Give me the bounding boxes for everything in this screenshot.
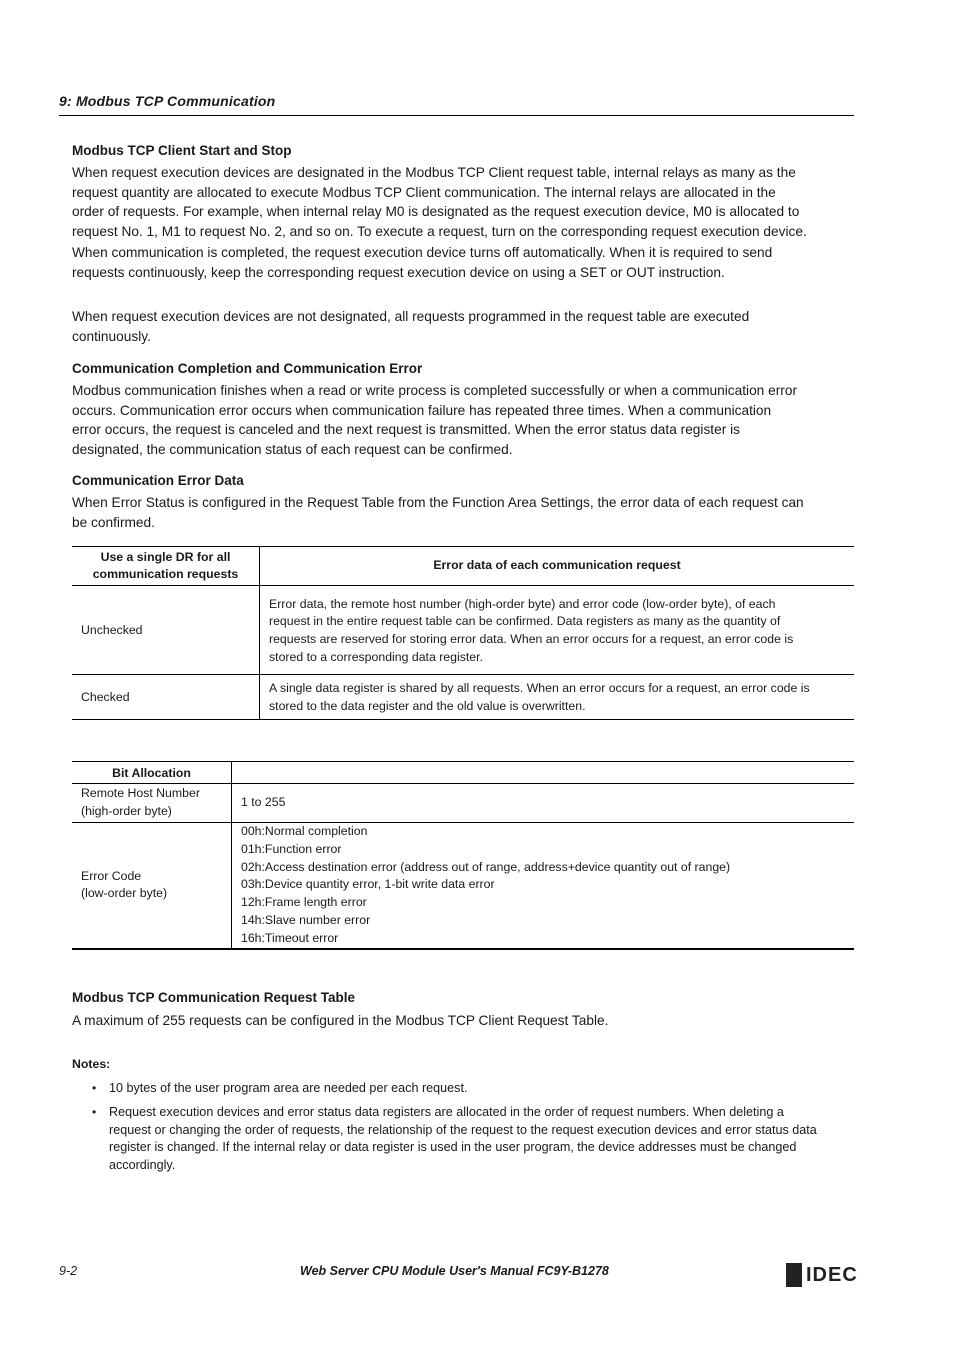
column-header-single-dr: Use a single DR for all communication requests <box>72 547 260 586</box>
table-header-row <box>72 547 854 586</box>
heading-completion: Communication Completion and Communication Error <box>72 361 423 376</box>
page-number: 9-2 <box>59 1264 78 1278</box>
header-divider <box>59 115 854 116</box>
error-code-item: 00h:Normal completion <box>241 824 368 839</box>
setting-cell: Unchecked <box>72 586 260 675</box>
table-row <box>72 586 854 675</box>
paragraph-request-table: A maximum of 255 requests can be configured in the Modbus TCP Client Request Table. <box>72 1013 609 1028</box>
error-data-table <box>72 546 854 720</box>
bullet-icon: • <box>92 1081 97 1095</box>
table-row <box>72 823 854 949</box>
paragraph-completion: Modbus communication finishes when a read or write process is completed successfully or when a communication error occurs. Communication error occurs when communication failure has repeated three times. When a communication error occurs, the request is canceled and the next request is transmitted. When the error status data register is designated, the communication status of each request can be confirmed. <box>72 383 797 457</box>
notes-title: Notes: <box>72 1057 111 1071</box>
bit-allocation-table <box>72 761 854 950</box>
error-code-label: Error Code (low-order byte) <box>72 823 232 949</box>
manual-title: Web Server CPU Module User's Manual FC9Y-B1278 <box>300 1264 609 1278</box>
setting-cell: Checked <box>72 675 260 720</box>
remote-host-label: Remote Host Number (high-order byte) <box>72 784 232 823</box>
idec-logo <box>786 1263 858 1287</box>
error-code-item: 03h:Device quantity error, 1-bit write data error <box>241 877 495 892</box>
paragraph-start-stop-2: When communication is completed, the request execution device turns off automatically. When it is required to send requests continuously, keep the corresponding request execution device on using a SET or OUT instruction. <box>72 245 773 280</box>
error-code-item: 01h:Function error <box>241 841 342 856</box>
note-item: 10 bytes of the user program area are needed per each request. <box>109 1081 468 1095</box>
column-header-error-data: Error data of each communication request <box>260 547 855 586</box>
table-row <box>72 784 854 823</box>
paragraph-start-stop-1: When request execution devices are designated in the Modbus TCP Client request table, internal relays as many as the request quantity are allocated to execute Modbus TCP Client communication. The internal relays are allocated in the order of requests. For example, when internal relay M0 is designated as the request execution device, M0 is allocated to request No. 1, M1 to request No. 2, and so on. To execute a request, turn on the corresponding request execution device. <box>72 165 807 239</box>
description-cell: A single data register is shared by all requests. When an error occurs for a request, an error code is stored to the data register and the old value is overwritten. <box>260 675 855 720</box>
note-item: Request execution devices and error status data registers are allocated in the order of request numbers. When deleting a request or changing the order of requests, the relationship of the request to the request execution devices and error status data register is changed. If the internal relay or data register is used in the user program, the device addresses must be changed accordingly. <box>109 1105 817 1173</box>
error-code-list <box>232 823 855 949</box>
error-code-item: 02h:Access destination error (address out of range, address+device quantity out of range) <box>241 859 731 874</box>
paragraph-error-data: When Error Status is configured in the Request Table from the Function Area Settings, the error data of each request can be confirmed. <box>72 495 804 530</box>
logo-text: IDEC <box>806 1264 858 1286</box>
heading-request-table: Modbus TCP Communication Request Table <box>72 990 356 1005</box>
error-code-item: 16h:Timeout error <box>241 930 339 945</box>
error-code-item: 12h:Frame length error <box>241 895 367 910</box>
heading-error-data: Communication Error Data <box>72 473 244 488</box>
heading-start-stop: Modbus TCP Client Start and Stop <box>72 143 292 158</box>
error-code-item: 14h:Slave number error <box>241 912 371 927</box>
table-row <box>72 675 854 720</box>
paragraph-start-stop-3: When request execution devices are not designated, all requests programmed in the request table are executed continuously. <box>72 309 750 344</box>
column-header-bit-allocation: Bit Allocation <box>72 762 232 784</box>
description-cell: Error data, the remote host number (high-order byte) and error code (low-order byte), of each request in the entire request table can be confirmed. Data registers as many as the quantity of requests are reserved for storing error data. When an error occurs for a request, an error code is stored to a corresponding data register. <box>260 586 855 675</box>
remote-host-value: 1 to 255 <box>232 784 855 823</box>
logo-mark-icon <box>786 1263 802 1287</box>
table-header-row <box>72 762 854 784</box>
chapter-title: 9: Modbus TCP Communication <box>59 93 276 109</box>
bullet-icon: • <box>92 1105 97 1119</box>
column-header-empty <box>232 762 855 784</box>
